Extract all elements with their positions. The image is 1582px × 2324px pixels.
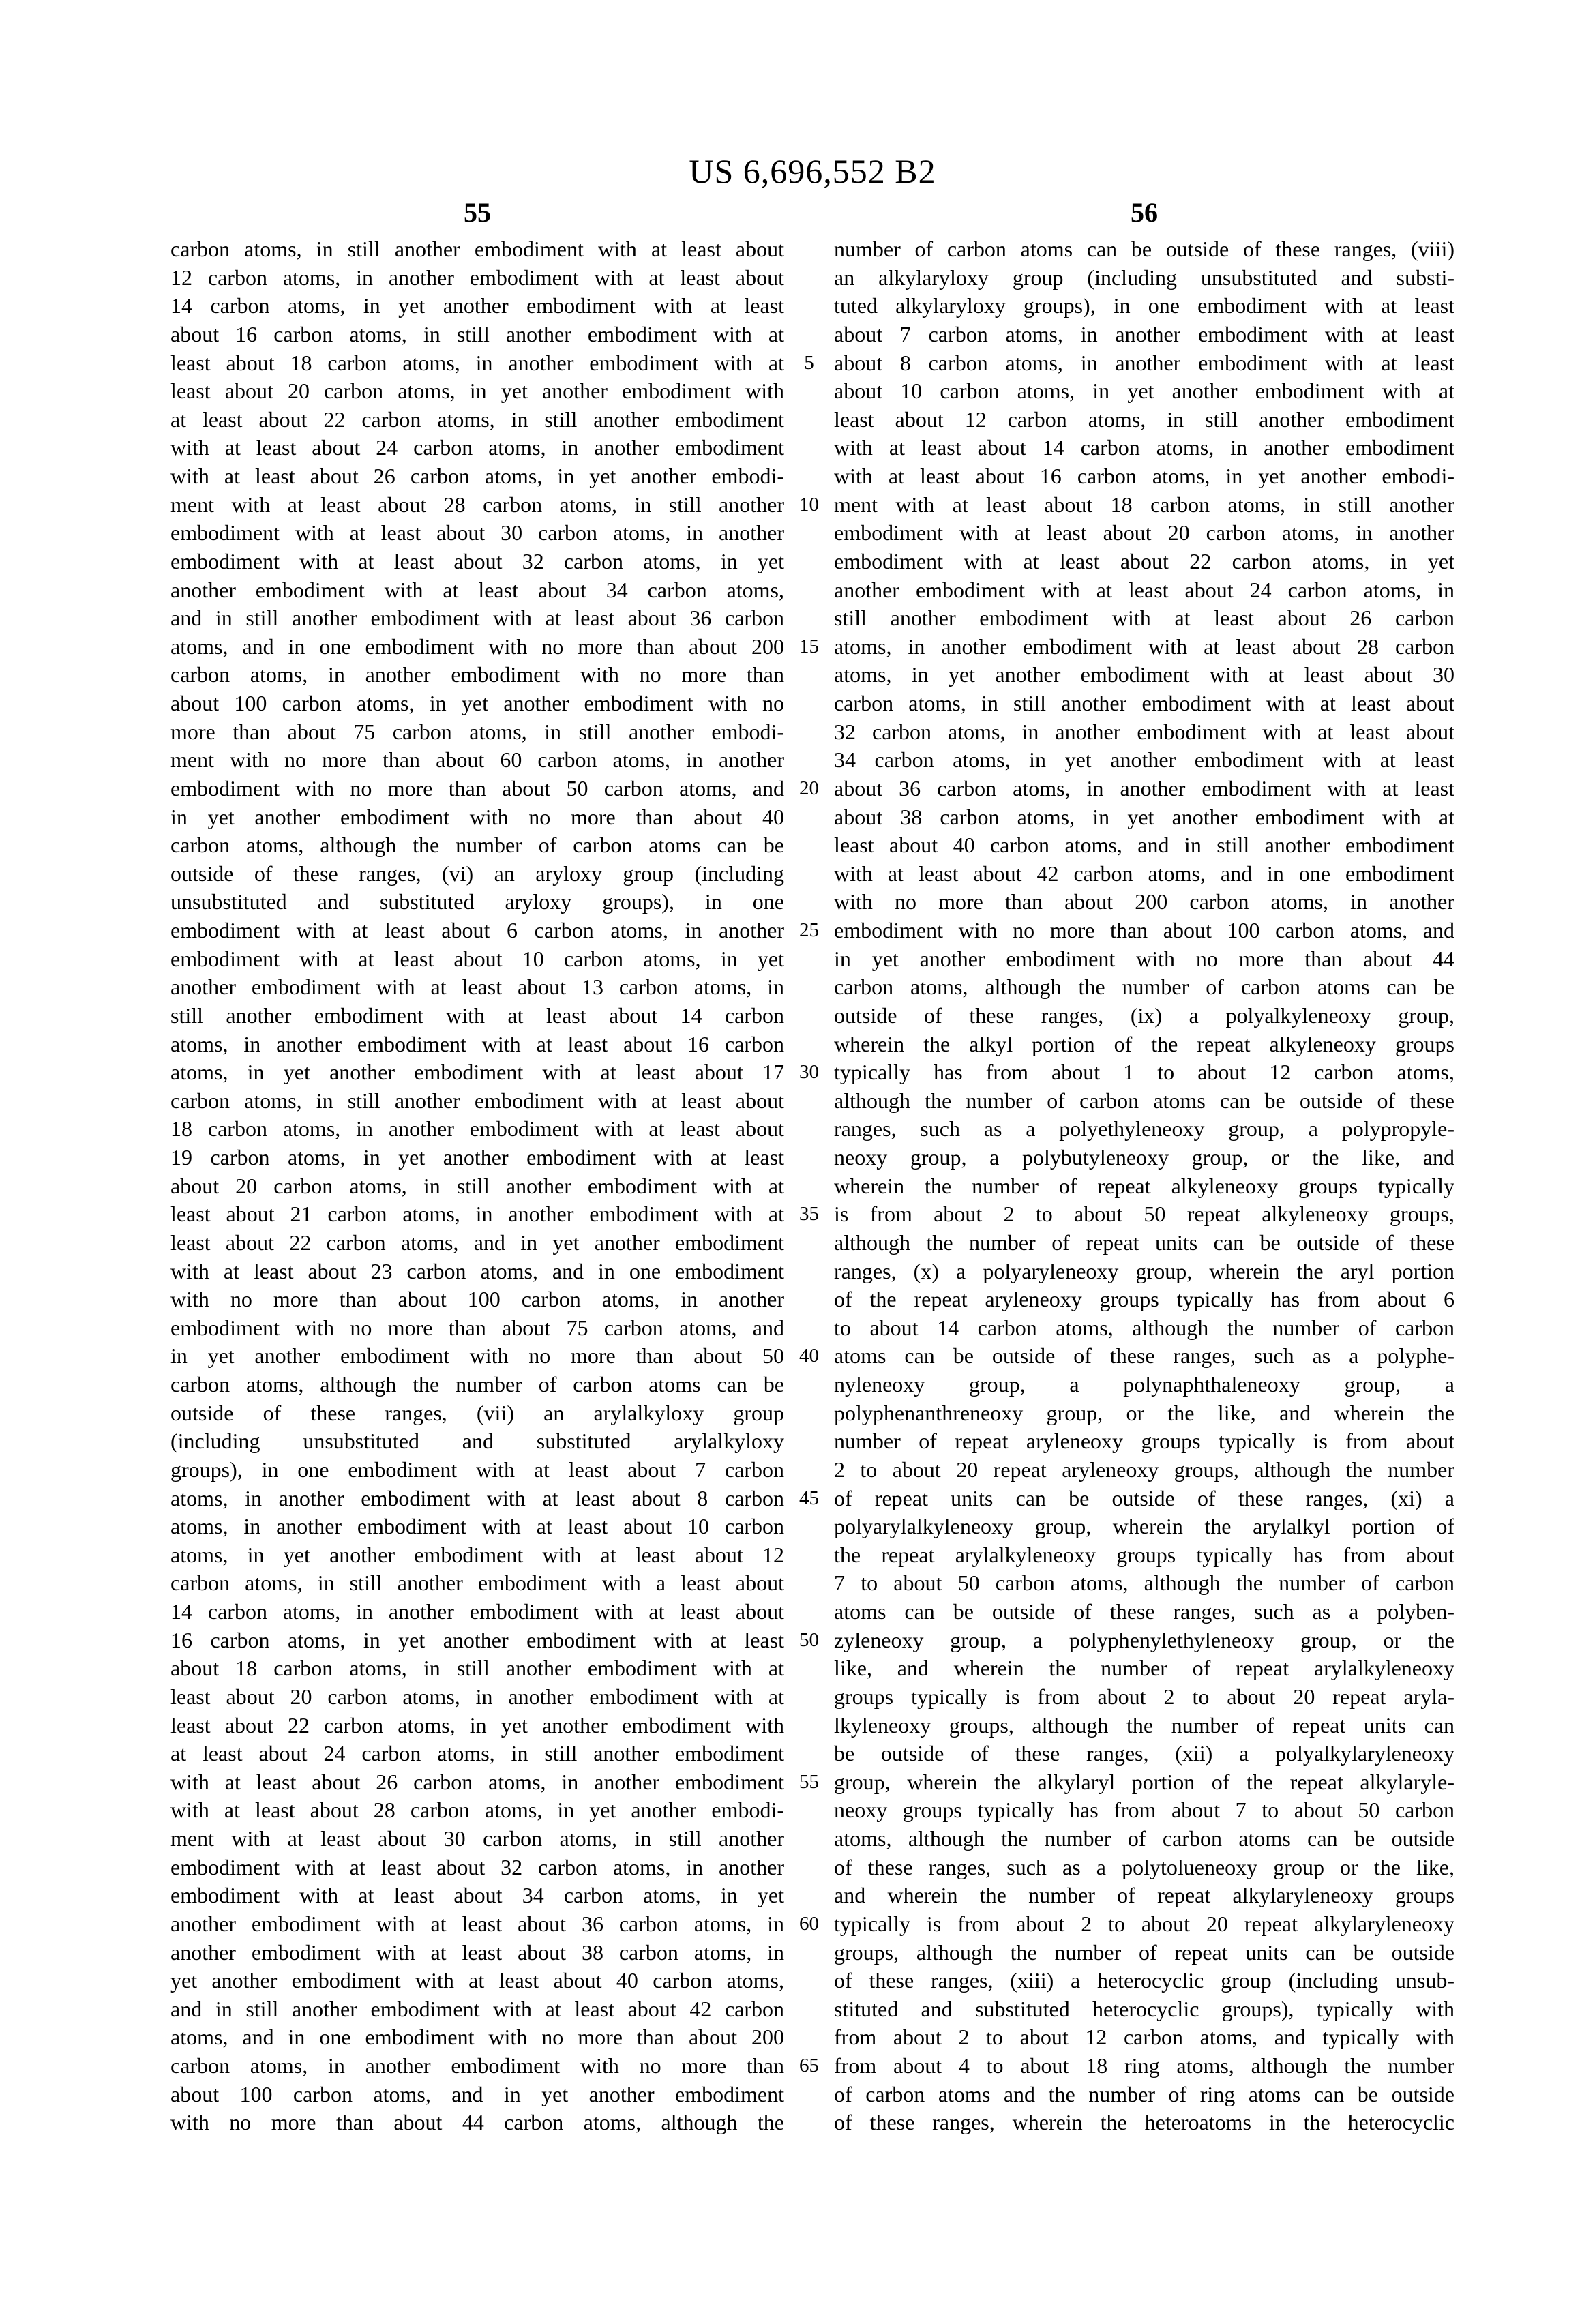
text-line: atoms, although the number of carbon atoms can be outside: [834, 1826, 1454, 1851]
line-number-gutter: [784, 235, 834, 2137]
line-number-spacer: [784, 1399, 834, 1428]
text-line: embodiment with at least about 34 carbon atoms, in yet: [170, 1883, 784, 1908]
text-line: groups), in one embodiment with at least about 7 carbon: [170, 1457, 784, 1482]
left-text-column: [170, 235, 784, 2137]
text-line: still another embodiment with at least about 26 carbon: [834, 606, 1454, 631]
text-line: neoxy group, a polybutyleneoxy group, or the like, and: [834, 1145, 1454, 1170]
line-number-spacer: [784, 1513, 834, 1541]
text-line: least about 12 carbon atoms, in still another embodiment: [834, 406, 1454, 432]
text-line: 2 to about 20 repeat aryleneoxy groups, although the number: [834, 1457, 1454, 1482]
line-number: 30: [799, 1061, 819, 1084]
text-line: 34 carbon atoms, in yet another embodiment with at least: [834, 747, 1454, 773]
right-text-column: [834, 235, 1454, 2137]
text-line: more than about 75 carbon atoms, in still another embodi-: [170, 719, 784, 744]
text-line: ment with no more than about 60 carbon atoms, in another: [170, 747, 784, 773]
line-number-spacer: [784, 2109, 834, 2137]
line-number: 10: [799, 493, 819, 516]
text-line: 16 carbon atoms, in yet another embodiment with at least: [170, 1627, 784, 1652]
line-number-spacer: [784, 1087, 834, 1116]
text-line: carbon atoms, in another embodiment with no more than: [170, 662, 784, 687]
text-line: about 8 carbon atoms, in another embodiment with at least: [834, 350, 1454, 375]
text-line: with at least about 28 carbon atoms, in yet another embodi-: [170, 1798, 784, 1823]
line-number-spacer: [784, 1314, 834, 1343]
text-line: number of repeat aryleneoxy groups typically is from about: [834, 1429, 1454, 1454]
text-line: about 7 carbon atoms, in another embodiment with at least: [834, 321, 1454, 346]
text-line: embodiment with at least about 30 carbon atoms, in another: [170, 520, 784, 546]
text-line: (including unsubstituted and substituted arylalkyloxy: [170, 1429, 784, 1454]
line-number-spacer: [784, 1285, 834, 1314]
text-line: and in still another embodiment with at least about 36 carbon: [170, 606, 784, 631]
right-column-number: 56: [1131, 197, 1158, 228]
text-line: in yet another embodiment with no more than about 50: [170, 1343, 784, 1369]
text-line: atoms, in another embodiment with at least about 8 carbon: [170, 1485, 784, 1510]
text-line: about 10 carbon atoms, in yet another embodiment with at: [834, 378, 1454, 404]
text-line: embodiment with at least about 20 carbon atoms, in another: [834, 520, 1454, 546]
text-line: and wherein the number of repeat alkylaryleneoxy groups: [834, 1883, 1454, 1908]
line-number-spacer: [784, 1598, 834, 1626]
text-line: neoxy groups typically has from about 7 to about 50 carbon: [834, 1798, 1454, 1823]
line-number-spacer: [784, 1853, 834, 1882]
line-number-spacer: [784, 1257, 834, 1286]
text-line: tuted alkylaryloxy groups), in one embodiment with at least: [834, 293, 1454, 318]
line-number-spacer: [784, 718, 834, 747]
text-line: 32 carbon atoms, in another embodiment with at least about: [834, 719, 1454, 744]
text-line: carbon atoms, in another embodiment with no more than: [170, 2053, 784, 2078]
text-line: another embodiment with at least about 13 carbon atoms, in: [170, 974, 784, 1000]
text-line: nyleneoxy group, a polynaphthaleneoxy group, a: [834, 1372, 1454, 1397]
line-number-spacer: [784, 377, 834, 406]
text-line: number of carbon atoms can be outside of these ranges, (viii): [834, 237, 1454, 261]
text-line: ment with at least about 18 carbon atoms, in still another: [834, 492, 1454, 517]
text-line: carbon atoms, although the number of carbon atoms can be: [170, 833, 784, 858]
text-line: atoms can be outside of these ranges, such as a polyben-: [834, 1599, 1454, 1624]
line-number-spacer: [784, 945, 834, 974]
line-number-spacer: [784, 1115, 834, 1144]
text-line: least about 40 carbon atoms, and in still another embodiment: [834, 833, 1454, 858]
line-number-spacer: [784, 321, 834, 349]
text-line: polyphenanthreneoxy group, or the like, and wherein the: [834, 1400, 1454, 1425]
line-number-spacer: [784, 860, 834, 889]
text-line: another embodiment with at least about 34 carbon atoms,: [170, 577, 784, 602]
text-line: outside of these ranges, (ix) a polyalkyleneoxy group,: [834, 1002, 1454, 1028]
line-number-spacer: [784, 1541, 834, 1570]
text-line: atoms, and in one embodiment with no more than about 200: [170, 2025, 784, 2050]
text-line: atoms, and in one embodiment with no more than about 200: [170, 634, 784, 659]
text-line: 19 carbon atoms, in yet another embodiment with at least: [170, 1145, 784, 1170]
text-line: about 36 carbon atoms, in another embodiment with at least: [834, 775, 1454, 801]
text-line: embodiment with at least about 32 carbon atoms, in another: [170, 1854, 784, 1879]
text-line: outside of these ranges, (vii) an arylalkyloxy group: [170, 1400, 784, 1425]
text-line: to about 14 carbon atoms, although the number of carbon: [834, 1315, 1454, 1340]
text-line: groups typically is from about 2 to about 20 repeat aryla-: [834, 1684, 1454, 1709]
text-line: groups, although the number of repeat units can be outside: [834, 1939, 1454, 1965]
line-number-spacer: [784, 576, 834, 605]
text-line: atoms, in yet another embodiment with at least about 30: [834, 662, 1454, 687]
text-line: of carbon atoms and the number of ring atoms can be outside: [834, 2081, 1454, 2106]
line-number-spacer: [784, 973, 834, 1002]
text-line: embodiment with at least about 6 carbon atoms, in another: [170, 918, 784, 942]
text-line: outside of these ranges, (vi) an aryloxy group (including: [170, 861, 784, 886]
text-line: embodiment with at least about 22 carbon atoms, in yet: [834, 548, 1454, 573]
text-line: with no more than about 100 carbon atoms, in another: [170, 1287, 784, 1312]
text-line: 7 to about 50 carbon atoms, although the number of carbon: [834, 1570, 1454, 1596]
text-line: zyleneoxy group, a polyphenylethyleneoxy group, or the: [834, 1627, 1454, 1652]
text-line: and in still another embodiment with at least about 42 carbon: [170, 1996, 784, 2021]
text-line: with at least about 24 carbon atoms, in another embodiment: [170, 435, 784, 460]
text-line: embodiment with no more than about 100 carbon atoms, and: [834, 918, 1454, 942]
text-line: 14 carbon atoms, in yet another embodiment with at least: [170, 293, 784, 318]
text-line: least about 21 carbon atoms, in another embodiment with at: [170, 1202, 784, 1227]
text-line: wherein the number of repeat alkyleneoxy groups typically: [834, 1173, 1454, 1198]
line-number-spacer: [784, 661, 834, 689]
text-line: another embodiment with at least about 38 carbon atoms, in: [170, 1939, 784, 1965]
text-line: typically has from about 1 to about 12 carbon atoms,: [834, 1060, 1454, 1085]
text-line: least about 22 carbon atoms, in yet another embodiment with: [170, 1712, 784, 1738]
text-line: least about 20 carbon atoms, in yet another embodiment with: [170, 378, 784, 404]
line-number-spacer: [784, 1229, 834, 1257]
text-line: about 16 carbon atoms, in still another embodiment with at: [170, 321, 784, 346]
text-line: about 100 carbon atoms, and in yet another embodiment: [170, 2081, 784, 2106]
line-number-spacer: [784, 604, 834, 633]
text-line: of these ranges, wherein the heteroatoms in the heterocyclic: [834, 2110, 1454, 2135]
text-line: with at least about 16 carbon atoms, in yet another embodi-: [834, 464, 1454, 488]
text-line: ment with at least about 28 carbon atoms, in still another: [170, 492, 784, 517]
text-line: atoms can be outside of these ranges, such as a polyphe-: [834, 1343, 1454, 1369]
text-line: with at least about 23 carbon atoms, and in one embodiment: [170, 1258, 784, 1283]
line-number-spacer: [784, 1456, 834, 1485]
line-number: 55: [799, 1770, 819, 1793]
text-line: 18 carbon atoms, in another embodiment with at least about: [170, 1116, 784, 1142]
line-number-spacer: [784, 1030, 834, 1059]
line-number-spacer: [784, 746, 834, 775]
text-line: about 18 carbon atoms, in still another embodiment with at: [170, 1656, 784, 1681]
text-line: atoms, in another embodiment with at least about 16 carbon: [170, 1031, 784, 1056]
line-number-spacer: [784, 1796, 834, 1825]
text-line: unsubstituted and substituted aryloxy groups), in one: [170, 889, 784, 914]
line-number-spacer: [784, 548, 834, 576]
text-line: from about 2 to about 12 carbon atoms, and typically with: [834, 2025, 1454, 2050]
text-line: atoms, in yet another embodiment with at least about 12: [170, 1542, 784, 1567]
text-line: carbon atoms, in still another embodiment with at least about: [170, 1088, 784, 1113]
text-line: atoms, in yet another embodiment with at least about 17: [170, 1060, 784, 1085]
text-line: another embodiment with at least about 36 carbon atoms, in: [170, 1911, 784, 1936]
line-number-spacer: [784, 1967, 834, 1995]
text-line: with at least about 26 carbon atoms, in another embodiment: [170, 1769, 784, 1794]
text-line: lkyleneoxy groups, although the number of repeat units can: [834, 1712, 1454, 1738]
text-line: of the repeat aryleneoxy groups typically has from about 6: [834, 1287, 1454, 1312]
line-number-spacer: [784, 2081, 834, 2109]
line-number: 60: [799, 1912, 819, 1935]
line-number-spacer: [784, 264, 834, 293]
text-line: although the number of repeat units can be outside of these: [834, 1230, 1454, 1255]
text-line: is from about 2 to about 50 repeat alkyleneoxy groups,: [834, 1202, 1454, 1227]
line-number-spacer: [784, 1144, 834, 1172]
text-line: embodiment with at least about 32 carbon atoms, in yet: [170, 548, 784, 573]
text-line: carbon atoms, in still another embodiment with a least about: [170, 1570, 784, 1596]
line-number-spacer: [784, 803, 834, 832]
text-line: still another embodiment with at least about 14 carbon: [170, 1002, 784, 1028]
line-number: 40: [799, 1345, 819, 1367]
text-line: about 100 carbon atoms, in yet another embodiment with no: [170, 691, 784, 715]
line-number: 35: [799, 1203, 819, 1225]
line-number-spacer: [784, 888, 834, 917]
line-number-spacer: [784, 519, 834, 548]
text-line: of these ranges, such as a polytolueneoxy group or the like,: [834, 1854, 1454, 1879]
line-number-spacer: [784, 462, 834, 491]
text-line: at least about 22 carbon atoms, in still another embodiment: [170, 406, 784, 432]
text-line: carbon atoms, in still another embodiment with at least about: [170, 237, 784, 261]
two-column-text-body: [170, 235, 1454, 2137]
text-line: yet another embodiment with at least about 40 carbon atoms,: [170, 1968, 784, 1993]
line-number: 25: [799, 919, 819, 941]
text-line: atoms, in another embodiment with at least about 28 carbon: [834, 634, 1454, 659]
text-line: least about 18 carbon atoms, in another embodiment with at: [170, 350, 784, 375]
text-line: of repeat units can be outside of these ranges, (xi) a: [834, 1485, 1454, 1510]
text-line: with at least about 14 carbon atoms, in another embodiment: [834, 435, 1454, 460]
text-line: be outside of these ranges, (xii) a polyalkylaryleneoxy: [834, 1741, 1454, 1766]
text-line: the repeat arylalkyleneoxy groups typically has from about: [834, 1542, 1454, 1567]
left-column-number: 55: [464, 197, 491, 228]
text-line: about 20 carbon atoms, in still another embodiment with at: [170, 1173, 784, 1198]
patent-number-header: US 6,696,552 B2: [689, 152, 936, 190]
line-number: 45: [799, 1487, 819, 1509]
line-number-spacer: [784, 406, 834, 434]
text-line: ranges, (x) a polyaryleneoxy group, wherein the aryl portion: [834, 1258, 1454, 1283]
text-line: with at least about 26 carbon atoms, in yet another embodi-: [170, 464, 784, 488]
text-line: from about 4 to about 18 ring atoms, although the number: [834, 2053, 1454, 2078]
text-line: 12 carbon atoms, in another embodiment with at least about: [170, 265, 784, 290]
text-line: about 38 carbon atoms, in yet another embodiment with at: [834, 804, 1454, 829]
line-number-spacer: [784, 434, 834, 462]
line-number-spacer: [784, 1712, 834, 1740]
line-number: 20: [799, 777, 819, 799]
line-number-spacer: [784, 1683, 834, 1712]
text-line: another embodiment with at least about 24 carbon atoms, in: [834, 577, 1454, 602]
line-number-spacer: [784, 2023, 834, 2052]
line-number-spacer: [784, 1825, 834, 1853]
text-line: although the number of carbon atoms can be outside of these: [834, 1088, 1454, 1113]
line-number-spacer: [784, 1371, 834, 1399]
line-number-spacer: [784, 1002, 834, 1030]
line-number: 50: [799, 1628, 819, 1651]
text-line: stituted and substituted heterocyclic groups), typically with: [834, 1996, 1454, 2021]
text-line: 14 carbon atoms, in another embodiment with at least about: [170, 1599, 784, 1624]
line-number-spacer: [784, 1939, 834, 1967]
text-line: wherein the alkyl portion of the repeat alkyleneoxy groups: [834, 1031, 1454, 1056]
line-number-spacer: [784, 1427, 834, 1456]
text-line: with no more than about 200 carbon atoms, in another: [834, 889, 1454, 914]
text-line: ment with at least about 30 carbon atoms, in still another: [170, 1826, 784, 1851]
text-line: at least about 24 carbon atoms, in still another embodiment: [170, 1741, 784, 1766]
text-line: ranges, such as a polyethyleneoxy group, a polypropyle-: [834, 1116, 1454, 1142]
text-line: of these ranges, (xiii) a heterocyclic group (including unsub-: [834, 1968, 1454, 1993]
text-line: carbon atoms, in still another embodiment with at least about: [834, 691, 1454, 715]
text-line: embodiment with no more than about 75 carbon atoms, and: [170, 1315, 784, 1340]
line-number: 5: [804, 351, 814, 374]
text-line: group, wherein the alkylaryl portion of the repeat alkylaryle-: [834, 1769, 1454, 1794]
text-line: carbon atoms, although the number of carbon atoms can be: [834, 974, 1454, 1000]
line-number-spacer: [784, 1740, 834, 1768]
line-number-spacer: [784, 235, 834, 264]
line-number-spacer: [784, 1995, 834, 2024]
line-number-spacer: [784, 689, 834, 718]
text-line: polyarylalkyleneoxy group, wherein the arylalkyl portion of: [834, 1514, 1454, 1539]
text-line: with no more than about 44 carbon atoms, although the: [170, 2110, 784, 2135]
text-line: with at least about 42 carbon atoms, and in one embodiment: [834, 861, 1454, 886]
text-line: atoms, in another embodiment with at least about 10 carbon: [170, 1514, 784, 1539]
text-line: carbon atoms, although the number of carbon atoms can be: [170, 1372, 784, 1397]
text-line: in yet another embodiment with no more than about 40: [170, 804, 784, 829]
line-number-spacer: [784, 1172, 834, 1201]
text-line: an alkylaryloxy group (including unsubstituted and substi-: [834, 265, 1454, 290]
text-line: embodiment with at least about 10 carbon atoms, in yet: [170, 946, 784, 971]
line-number-spacer: [784, 1881, 834, 1910]
text-line: least about 20 carbon atoms, in another embodiment with at: [170, 1684, 784, 1709]
line-number-spacer: [784, 1569, 834, 1598]
line-number: 15: [799, 635, 819, 657]
text-line: in yet another embodiment with no more than about 44: [834, 946, 1454, 971]
line-number-spacer: [784, 1654, 834, 1683]
line-number: 65: [799, 2055, 819, 2076]
line-number-spacer: [784, 292, 834, 321]
text-line: typically is from about 2 to about 20 repeat alkylaryleneoxy: [834, 1911, 1454, 1936]
text-line: embodiment with no more than about 50 carbon atoms, and: [170, 775, 784, 801]
text-line: like, and wherein the number of repeat arylalkyleneoxy: [834, 1656, 1454, 1681]
text-line: least about 22 carbon atoms, and in yet another embodiment: [170, 1230, 784, 1255]
line-number-spacer: [784, 831, 834, 860]
